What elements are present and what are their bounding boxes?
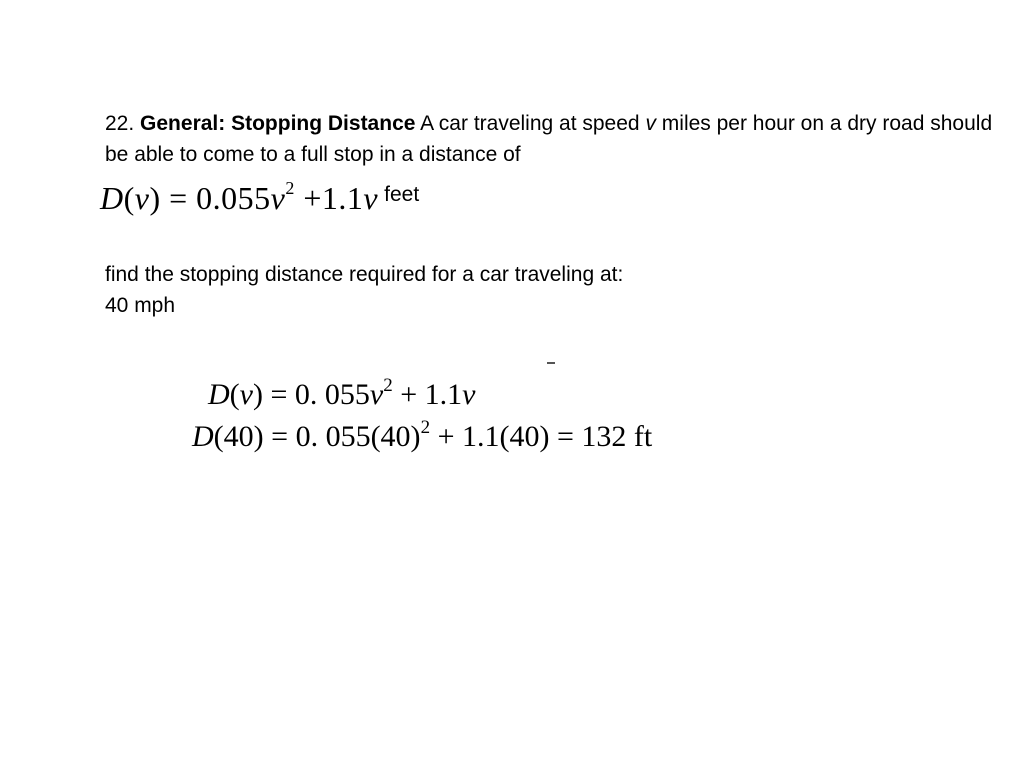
solution-row-1: D(v) = 0. $055v^2 + 1.1v$ <box>208 375 476 411</box>
stray-dash <box>547 362 555 364</box>
problem-number: 22. <box>105 112 135 135</box>
solution-row1-var-sq: v <box>369 378 384 411</box>
solution-row2-func: D <box>192 420 214 453</box>
formula <box>100 180 419 220</box>
solution-row2-exponent: 2 <box>420 417 431 438</box>
solution-row1-arg: v <box>239 378 253 411</box>
formula-func: D <box>100 180 124 216</box>
formula-var-sq: v <box>270 180 286 216</box>
question-speed: 40 mph <box>105 294 176 317</box>
problem-variable: v <box>645 112 656 135</box>
solution-row1-exponent: 2 <box>383 375 393 396</box>
problem-text-part2: miles per hour on a dry road should be able to come to a full stop in a distance of <box>105 112 993 166</box>
formula-unit: feet <box>384 183 420 206</box>
solution-row2-rest: (40) = 0. 055(40) <box>213 420 421 453</box>
formula-expression: $D(v) = 0.055v^2 +1.1v$ <box>100 178 379 216</box>
solution-row1-var-lin: v <box>462 378 476 411</box>
solution <box>192 374 652 458</box>
formula-var-lin: v <box>363 180 379 216</box>
question <box>105 259 623 321</box>
formula-exponent: 2 <box>285 178 295 198</box>
formula-plus-term: +1.1 <box>303 180 364 216</box>
formula-coef: = 0.055 <box>169 180 271 216</box>
question-line: find the stopping distance required for a car traveling at: <box>105 263 624 286</box>
solution-row1-tail: + 1.1 <box>392 378 463 411</box>
problem-statement <box>105 108 1010 170</box>
solution-row1-func: D <box>208 378 230 411</box>
solution-row1-coef: = 0. 055 <box>270 378 370 411</box>
problem-text-part1: A car traveling at speed <box>420 112 640 135</box>
solution-row2-tail: + 1.1(40) = 132 ft <box>430 420 653 453</box>
problem-title: General: Stopping Distance <box>140 112 416 135</box>
solution-row-2 <box>192 416 652 458</box>
formula-arg: v <box>134 180 150 216</box>
